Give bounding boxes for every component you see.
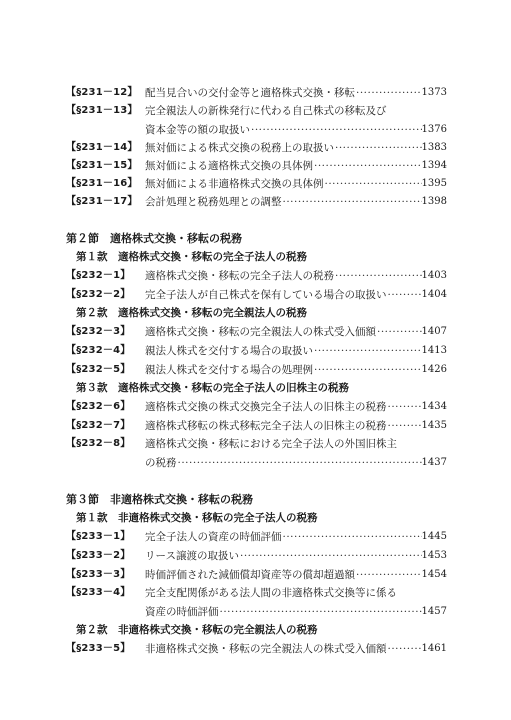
entry-code: 【§231－15】 bbox=[66, 160, 138, 171]
toc-entry bbox=[66, 267, 447, 285]
leader-dots bbox=[355, 84, 422, 102]
entry-title: 無対価による適格株式交換の具体例 bbox=[145, 160, 313, 172]
entry-title-line2: の税務 bbox=[145, 457, 177, 469]
entry-page: 1404 bbox=[421, 289, 447, 300]
entry-title: 非適格株式交換・移転の完全親法人の株式受入価額 bbox=[145, 643, 387, 655]
entry-title: 適格株式交換・移転の完全子法人の税務 bbox=[145, 270, 334, 282]
toc-entry bbox=[66, 640, 447, 658]
entry-title: 適格株式交換の株式交換完全子法人の旧株主の税務 bbox=[145, 401, 387, 413]
toc-entry-continuation bbox=[66, 603, 447, 621]
toc-entry bbox=[66, 417, 447, 435]
entry-page: 1426 bbox=[421, 364, 447, 375]
entry-page: 1398 bbox=[421, 196, 447, 207]
toc-entry bbox=[66, 286, 447, 304]
subsection-heading: 第３款 適格株式交換・移転の完全子法人の旧株主の税務 bbox=[76, 382, 349, 394]
leader-dots bbox=[282, 528, 422, 546]
entry-code: 【§232－6】 bbox=[66, 401, 131, 412]
leader-dots bbox=[239, 547, 422, 565]
toc-entry bbox=[66, 528, 447, 546]
leader-dots bbox=[313, 342, 422, 360]
entry-page: 1435 bbox=[421, 420, 447, 431]
leader-dots bbox=[376, 323, 422, 341]
leader-dots bbox=[324, 175, 422, 193]
entry-page: 1373 bbox=[421, 87, 447, 98]
toc-entry bbox=[66, 323, 447, 341]
entry-title: 無対価による株式交換の税務上の取扱い bbox=[145, 142, 334, 154]
entry-page: 1413 bbox=[421, 345, 447, 356]
entry-page: 1403 bbox=[421, 270, 447, 281]
entry-title: 無対価による非適格株式交換の具体例 bbox=[145, 178, 324, 190]
toc-entry bbox=[66, 566, 447, 584]
toc-entry bbox=[66, 342, 447, 360]
entry-page: 1376 bbox=[421, 124, 447, 135]
entry-code: 【§231－14】 bbox=[66, 142, 138, 153]
toc-entry bbox=[66, 157, 447, 175]
entry-code: 【§231－16】 bbox=[66, 178, 138, 189]
entry-page: 1434 bbox=[421, 401, 447, 412]
entry-page: 1394 bbox=[421, 160, 447, 171]
entry-code: 【§231－13】 bbox=[66, 105, 138, 116]
entry-title: 親法人株式を交付する場合の取扱い bbox=[145, 345, 313, 357]
entry-page: 1395 bbox=[421, 178, 447, 189]
entry-title: 配当見合いの交付金等と適格株式交換・移転 bbox=[145, 87, 355, 99]
entry-title: 適格株式交換・移転における完全子法人の外国旧株主 bbox=[145, 438, 397, 450]
entry-code: 【§233－4】 bbox=[66, 587, 131, 598]
leader-dots bbox=[250, 121, 422, 139]
entry-page: 1461 bbox=[421, 643, 447, 654]
entry-code: 【§233－3】 bbox=[66, 569, 131, 580]
leader-dots bbox=[313, 361, 422, 379]
entry-title-line2: 資本金等の額の取扱い bbox=[145, 124, 250, 136]
leader-dots bbox=[355, 566, 422, 584]
entry-title: 親法人株式を交付する場合の処理例 bbox=[145, 364, 313, 376]
subsection-heading: 第１款 適格株式交換・移転の完全子法人の税務 bbox=[76, 251, 307, 263]
leader-dots bbox=[334, 139, 422, 157]
entry-title: 会計処理と税務処理との調整 bbox=[145, 196, 282, 208]
leader-dots bbox=[219, 603, 422, 621]
leader-dots bbox=[313, 157, 422, 175]
toc-entry bbox=[66, 398, 447, 416]
entry-page: 1454 bbox=[421, 569, 447, 580]
entry-title: 時価評価された減価償却資産等の償却超過額 bbox=[145, 569, 355, 581]
entry-title: 適格株式交換・移転の完全親法人の株式受入価額 bbox=[145, 326, 376, 338]
toc-entry bbox=[66, 84, 447, 102]
entry-title-line2: 資産の時価評価 bbox=[145, 606, 219, 618]
entry-code: 【§232－7】 bbox=[66, 420, 131, 431]
leader-dots bbox=[387, 417, 422, 435]
entry-title: 適格株式移転の株式移転完全子法人の旧株主の税務 bbox=[145, 420, 387, 432]
section-heading: 第２節 適格株式交換・移転の税務 bbox=[66, 232, 242, 245]
entry-code: 【§233－2】 bbox=[66, 550, 131, 561]
toc-entry-continuation bbox=[66, 454, 447, 472]
toc-entry bbox=[66, 547, 447, 565]
leader-dots bbox=[177, 454, 422, 472]
toc-entry bbox=[66, 435, 447, 453]
entry-code: 【§231－12】 bbox=[66, 87, 138, 98]
section-heading: 第３節 非適格株式交換・移転の税務 bbox=[66, 493, 253, 506]
leader-dots bbox=[387, 640, 422, 658]
entry-page: 1437 bbox=[421, 457, 447, 468]
entry-title: 完全子法人の資産の時価評価 bbox=[145, 531, 282, 543]
entry-code: 【§233－5】 bbox=[66, 643, 131, 654]
entry-code: 【§232－4】 bbox=[66, 345, 131, 356]
entry-page: 1407 bbox=[421, 326, 447, 337]
entry-code: 【§232－3】 bbox=[66, 326, 131, 337]
entry-code: 【§232－5】 bbox=[66, 364, 131, 375]
entry-code: 【§232－1】 bbox=[66, 270, 131, 281]
entry-page: 1445 bbox=[421, 531, 447, 542]
leader-dots bbox=[282, 193, 422, 211]
toc-entry bbox=[66, 175, 447, 193]
entry-page: 1453 bbox=[421, 550, 447, 561]
toc-entry bbox=[66, 139, 447, 157]
leader-dots bbox=[387, 286, 422, 304]
entry-page: 1457 bbox=[421, 606, 447, 617]
subsection-heading: 第２款 非適格株式交換・移転の完全親法人の税務 bbox=[76, 624, 318, 636]
entry-title: 完全子法人が自己株式を保有している場合の取扱い bbox=[145, 289, 387, 301]
entry-code: 【§233－1】 bbox=[66, 531, 131, 542]
toc-entry bbox=[66, 102, 447, 120]
entry-title: 完全親法人の新株発行に代わる自己株式の移転及び bbox=[145, 105, 387, 117]
subsection-heading: 第２款 適格株式交換・移転の完全親法人の税務 bbox=[76, 307, 307, 319]
toc-entry-continuation bbox=[66, 121, 447, 139]
subsection-heading: 第１款 非適格株式交換・移転の完全子法人の税務 bbox=[76, 512, 318, 524]
entry-code: 【§231－17】 bbox=[66, 196, 138, 207]
entry-page: 1383 bbox=[421, 142, 447, 153]
leader-dots bbox=[387, 398, 422, 416]
entry-title: 完全支配関係がある法人間の非適格株式交換等に係る bbox=[145, 587, 397, 599]
leader-dots bbox=[334, 267, 422, 285]
entry-title: リース譲渡の取扱い bbox=[145, 550, 239, 562]
toc-entry bbox=[66, 584, 447, 602]
entry-code: 【§232－2】 bbox=[66, 289, 131, 300]
toc-entry bbox=[66, 361, 447, 379]
entry-code: 【§232－8】 bbox=[66, 438, 131, 449]
toc-entry bbox=[66, 193, 447, 211]
